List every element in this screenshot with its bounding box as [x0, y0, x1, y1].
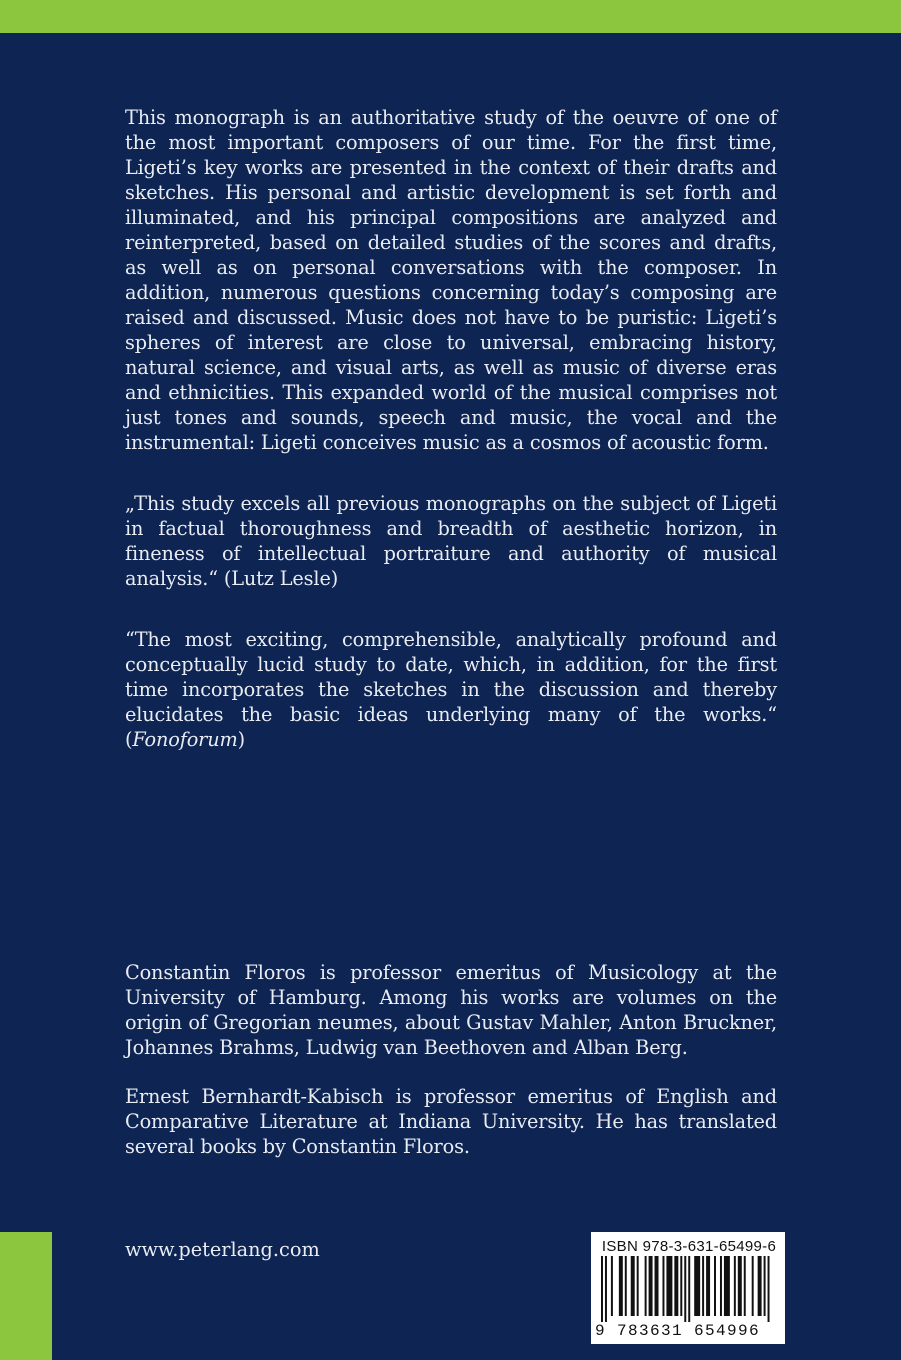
barcode-bar: [637, 1256, 639, 1316]
barcode-bar: [605, 1256, 607, 1322]
barcode-bar: [680, 1256, 682, 1316]
quote-text: „This study excels all previous monographs on the subject of Ligeti in factual thoroughness and breadth of aesthetic horizon, in fineness of intellectual portraiture and authority of musical analysis.“: [125, 492, 777, 590]
side-accent-band: [0, 1232, 52, 1360]
barcode-bar: [764, 1256, 766, 1316]
barcode-bar: [688, 1256, 690, 1322]
barcode-bar: [744, 1256, 746, 1316]
barcode-bar: [649, 1256, 653, 1316]
barcode-digits: 9 783631 654996: [595, 1322, 761, 1340]
barcode-bar: [758, 1256, 762, 1316]
barcode-bar: [674, 1256, 678, 1316]
barcode-bar: [645, 1256, 647, 1316]
author-bio-floros: Constantin Floros is professor emeritus of Musicology at the University of Hamburg. Among his works are volumes on the origin of Gregorian neumes, about Gustav Mahler, Anton Bruckner, Johannes Brahms, Ludwig van Beethoven and Alban Berg.: [125, 961, 777, 1059]
barcode-bar: [601, 1256, 603, 1322]
quote-text: “The most exciting, comprehensible, analytically profound and conceptually lucid study to date, which, in addition, for the first time incorporates the sketches in the discussion and thereby elucidates the basic ideas underlying many of the works.“: [125, 628, 777, 726]
quote-source-open: (: [125, 728, 133, 751]
barcode-bar: [714, 1256, 716, 1316]
barcode-bar: [720, 1256, 722, 1316]
barcode-bar: [611, 1256, 613, 1316]
publisher-website-link[interactable]: www.peterlang.com: [125, 1238, 320, 1261]
barcode-bar: [625, 1256, 627, 1316]
barcode-bar: [706, 1256, 710, 1316]
review-quote-lesle: [125, 491, 777, 591]
barcode-bar: [666, 1256, 672, 1316]
barcode-bars: [601, 1256, 775, 1322]
book-description: This monograph is an authoritative study of the oeuvre of one of the most important composers of our time. For the first time, Ligeti’s key works are presented in the context of their drafts and sketches. His personal and artistic development is set forth and illuminated, and his principal compositions are analyzed and reinterpreted, based on detailed studies of the scores and drafts, as well as on personal conversations with the composer. In addition, numerous questions concerning today’s composing are raised and discussed. Music does not have to be puristic: Ligeti’s spheres of interest are close to universal, embracing history, natural science, and visual arts, as well as music of diverse eras and ethnicities. This expanded world of the musical comprises not just tones and sounds, speech and music, the vocal and the instrumental: Ligeti conceives music as a cosmos of acoustic form.: [125, 106, 777, 454]
barcode-bar: [724, 1256, 730, 1316]
barcode-bar: [655, 1256, 659, 1316]
barcode-bar: [734, 1256, 736, 1316]
translator-bio-bernhardt-kabisch: Ernest Bernhardt-Kabisch is professor emeritus of English and Comparative Literature at Indiana University. He has translated several books by Constantin Floros.: [125, 1085, 777, 1158]
barcode-bar: [631, 1256, 635, 1316]
quote-source-close: ): [237, 728, 246, 751]
isbn-label: ISBN 978-3-631-65499-6: [601, 1238, 777, 1255]
barcode-bar: [694, 1256, 700, 1316]
barcode-bar: [619, 1256, 623, 1316]
review-quote-fonoforum: [125, 627, 777, 752]
author-bios: [125, 960, 777, 1183]
quote-source: (Lutz Lesle): [223, 567, 339, 590]
barcode-bar: [738, 1256, 742, 1316]
quote-source-name: Fonoforum: [132, 728, 238, 751]
back-cover-text: [125, 105, 777, 788]
barcode-bar: [752, 1256, 754, 1316]
barcode-bar: [768, 1256, 770, 1322]
isbn-barcode: [591, 1232, 785, 1344]
top-accent-band: [0, 0, 901, 33]
barcode-bar: [702, 1256, 704, 1316]
barcode-bar: [684, 1256, 686, 1322]
barcode-bar: [662, 1256, 664, 1316]
